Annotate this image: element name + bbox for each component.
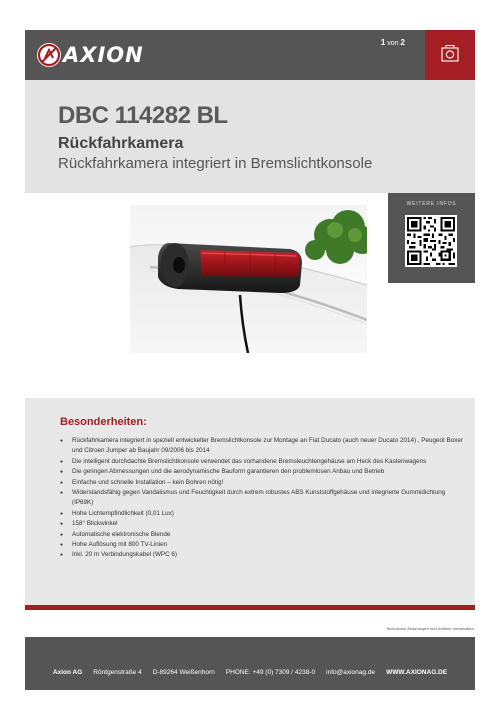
disclaimer: Technische Änderungen und Irrtümer vorbehalten. <box>386 626 475 631</box>
footer-contact <box>25 669 475 676</box>
list-item: ● Rückfahrkamera integriert in speziell entwickelter Bremslichtkonsole zur Montage an Fiat Ducato (auch neuer Ducato 2014) , Peugeot Boxer und Citroen Jumper ab Baujahr 09/2006 bis 2014 <box>60 436 465 457</box>
qr-label: WEITERE INFOS <box>406 201 457 207</box>
footer <box>25 637 475 690</box>
logo-text: AXION <box>63 43 144 67</box>
list-item: ● Inkl. 20 m Verbindungskabel (WPC 6) <box>60 550 465 560</box>
footer-website[interactable]: WWW.AXIONAG.DE <box>386 669 448 676</box>
title-section <box>25 80 475 193</box>
page-indicator <box>381 38 405 47</box>
footer-email[interactable]: info@axionag.de <box>326 669 376 676</box>
list-item: ● 158° Blickwinkel <box>60 519 465 529</box>
page-of: von <box>387 40 399 47</box>
camera-icon <box>425 30 475 80</box>
list-item: ● Hohe Auflösung mit 800 TV-Linien <box>60 540 465 550</box>
header-bar <box>25 30 475 80</box>
qr-panel <box>388 193 475 283</box>
footer-phone: PHONE: +49 (0) 7309 / 4238-0 <box>225 669 316 676</box>
product-subtitle: Rückfahrkamera integriert in Bremslichtkonsole <box>58 155 373 172</box>
list-item: ● Widerstandsfähig gegen Vandalismus und Feuchtigkeit durch extrem robustes ABS Kunststoffgehäuse und integrierte Gummidichtung (IP69K) <box>60 488 465 509</box>
product-name: Rückfahrkamera <box>58 135 184 152</box>
divider-red <box>25 605 475 610</box>
features-list <box>60 436 465 561</box>
list-item: ● Einfache und schnelle Installation – kein Bohren nötig! <box>60 478 465 488</box>
features-section <box>25 398 475 605</box>
footer-city: D-89264 Weißenhorn <box>152 669 215 676</box>
list-item: ● Automatische elektronische Blende <box>60 530 465 540</box>
footer-company: Axion AG <box>52 669 83 676</box>
logo-mark-icon <box>37 43 61 67</box>
product-code: DBC 114282 BL <box>58 102 228 129</box>
footer-street: Röntgenstraße 4 <box>93 669 142 676</box>
features-title: Besonderheiten: <box>60 416 147 428</box>
axion-logo <box>37 40 144 70</box>
list-item: ● Hohe Lichtempfindlichkeit (0,01 Lux) <box>60 509 465 519</box>
product-photo <box>130 205 367 353</box>
list-item: ● Die intelligent durchdachte Bremslichtkonsole verwendet das vorhandene Bremsleuchtengehäuse am Heck des Kastenwagens <box>60 457 465 467</box>
qr-code[interactable] <box>405 215 457 267</box>
list-item: ● Die geringen Abmessungen und die aerodynamische Bauform garantieren den problemlosen Anbau und Betrieb <box>60 467 465 477</box>
camera-tile <box>425 30 475 80</box>
page-total: 2 <box>400 38 405 47</box>
page-current: 1 <box>380 38 386 47</box>
